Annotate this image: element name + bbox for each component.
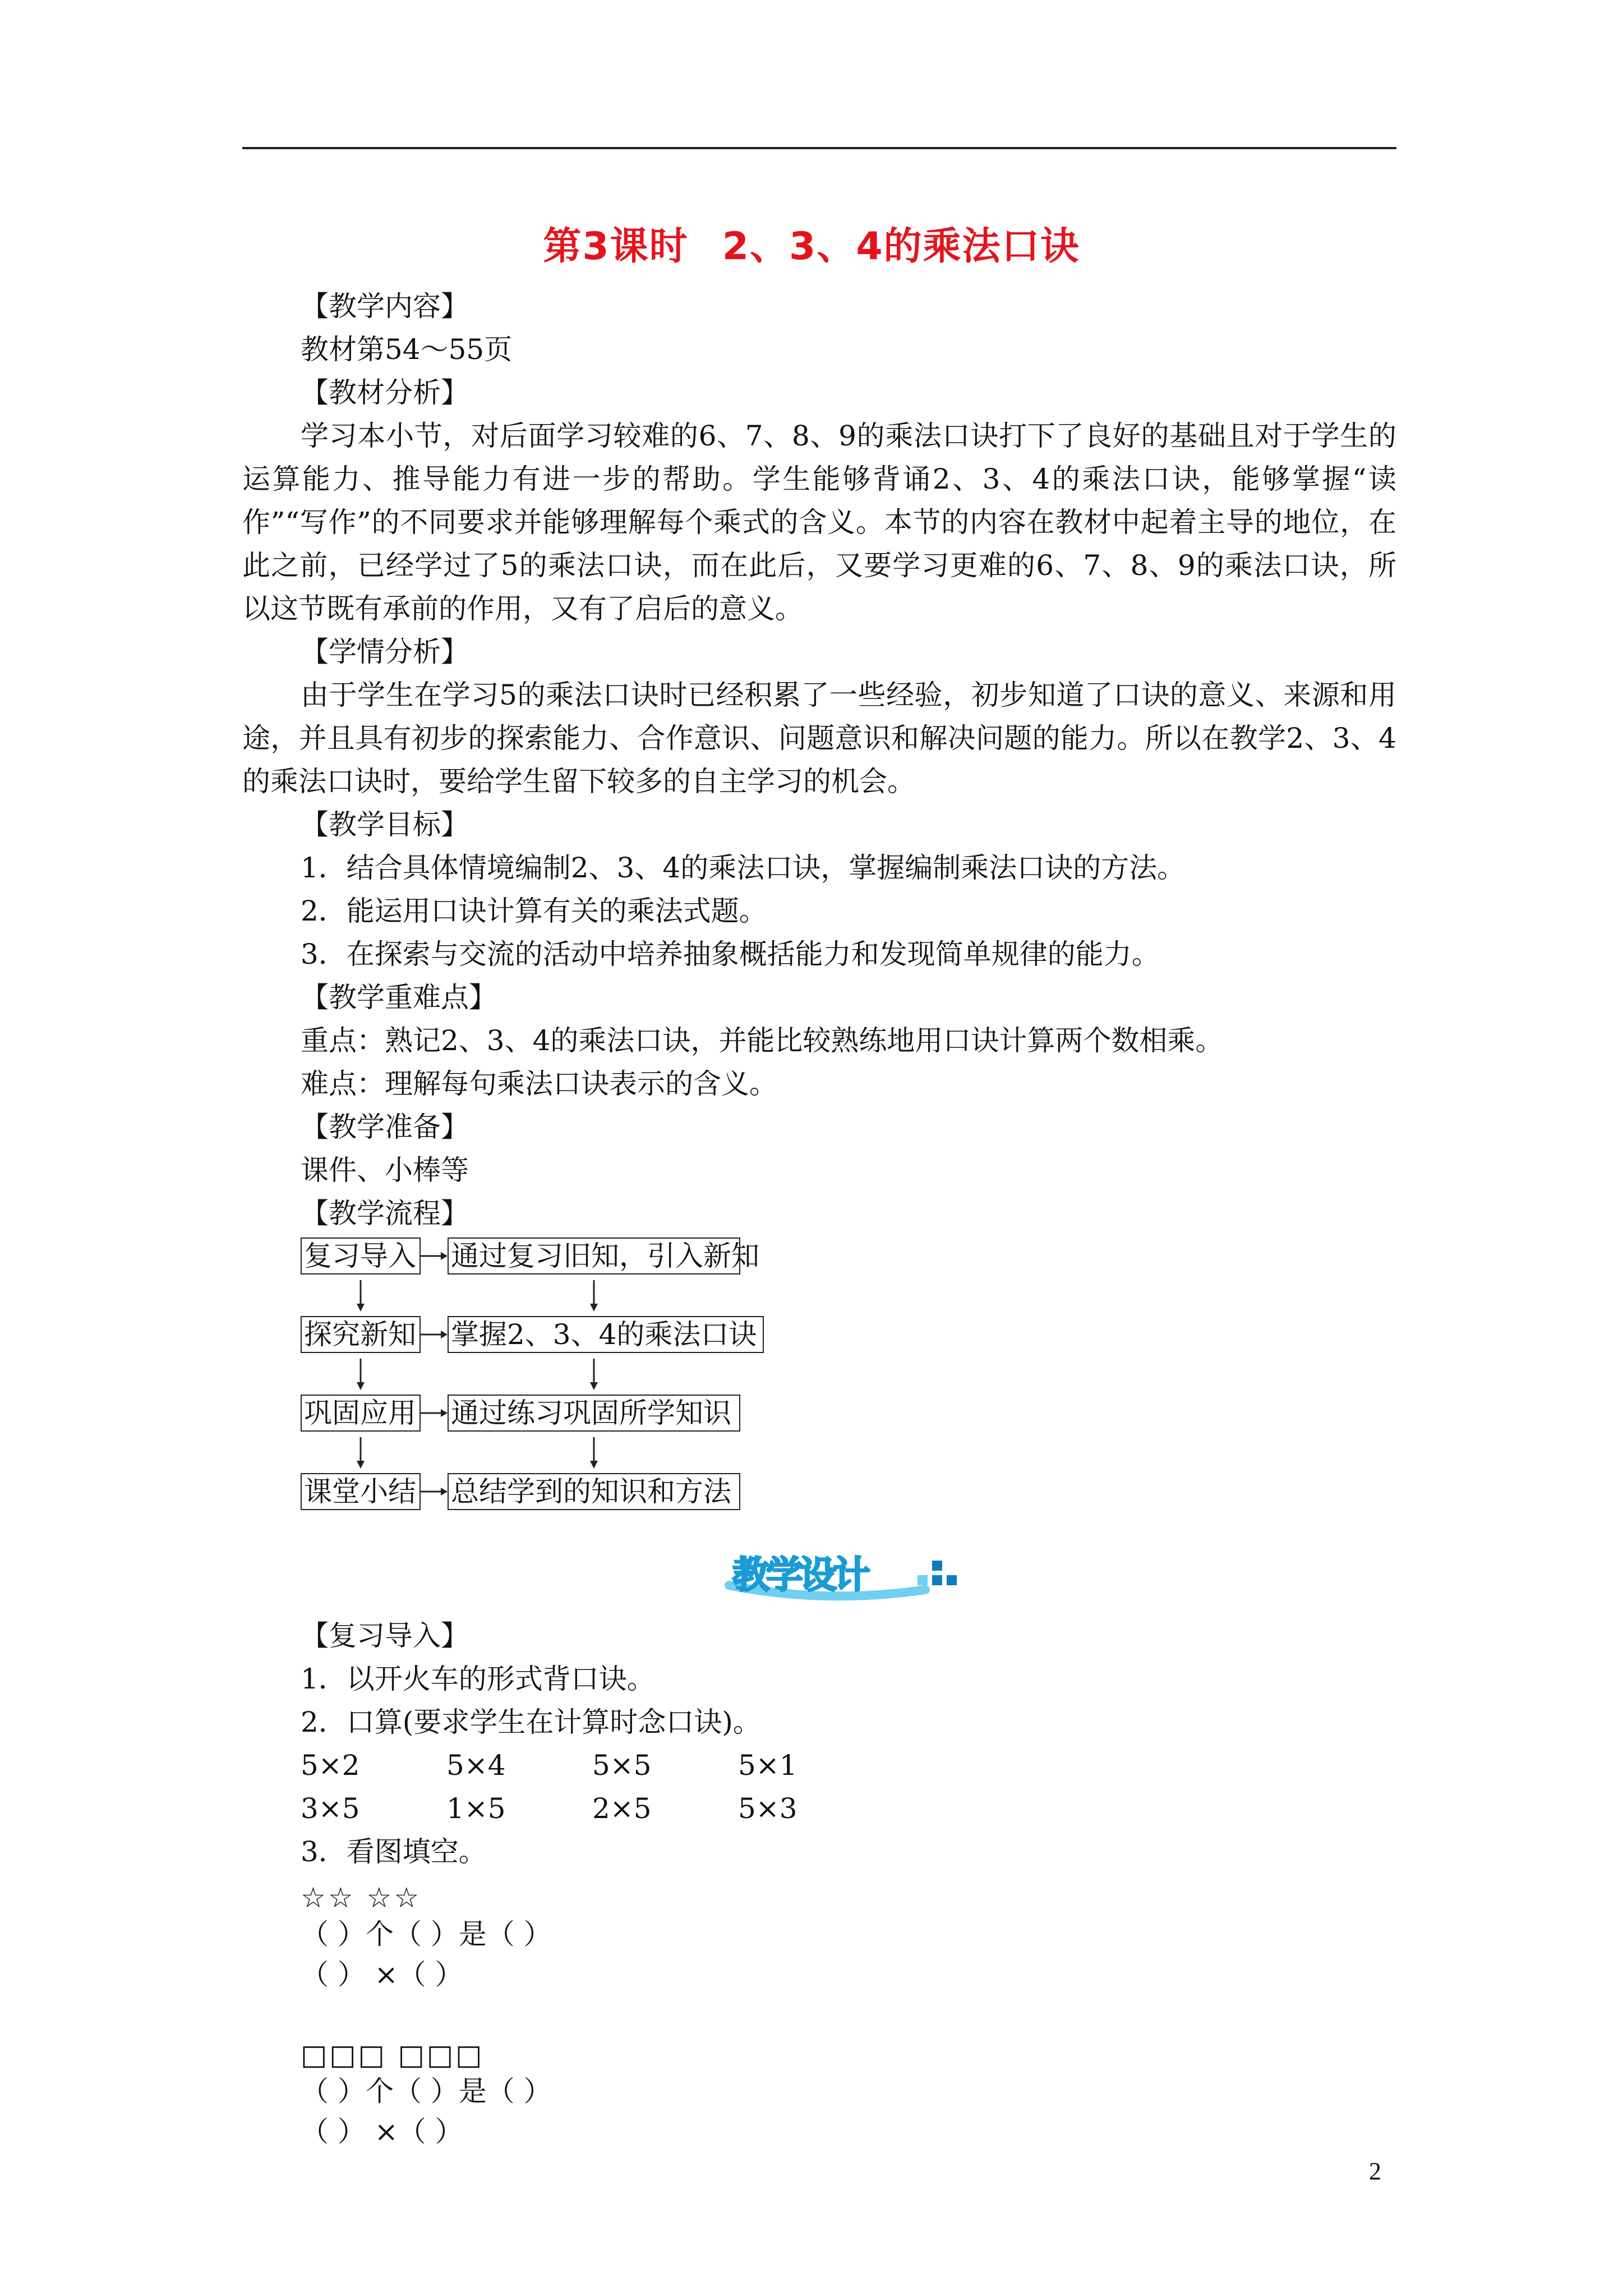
calc-row [301, 1787, 1396, 1830]
down-arrow-icon [354, 1356, 367, 1391]
right-arrow-icon [421, 1473, 448, 1510]
goal-item: 1．结合具体情境编制2、3、4的乘法口诀，掌握编制乘法口诀的方法。 [301, 852, 1186, 884]
review-item: 3．看图填空。 [301, 1835, 487, 1868]
review-item: 2．口算(要求学生在计算时念口诀)。 [301, 1706, 761, 1738]
teaching-design-banner [242, 1542, 1396, 1609]
content-text: 教材第54～55页 [301, 333, 513, 366]
analysis-paragraph: 学习本小节，对后面学习较难的6、7、8、9的乘法口诀打下了良好的基础且对于学生的运算能力、推导能力有进一步的帮助。学生能够背诵2、3、4的乘法口诀，能够掌握“读作”“写作”的不同要求并能够理解每个乘式的含义。本节的内容在教材中起着主导的地位，在此之前，已经学过了5的乘法口诀，而在此后，又要学习更难的6、7、8、9的乘法口诀，所以这节既有承前的作用，又有了启后的意义。 [242, 420, 1396, 625]
fill-blank-line: （ ）个（ ）是（ ） [301, 1918, 552, 1950]
key-point: 重点：熟记2、3、4的乘法口诀，并能比较熟练地用口诀计算两个数相乘。 [301, 1024, 1224, 1057]
header-rule [242, 147, 1396, 149]
section-heading-review: 【复习导入】 [301, 1619, 469, 1652]
flow-step-box: 巩固应用 [301, 1395, 421, 1432]
down-arrow-icon [354, 1278, 367, 1313]
calc-expression: 5×4 [446, 1749, 506, 1782]
fill-blank-line: （ ） ×（ ） [301, 2115, 463, 2148]
calc-expression: 5×3 [738, 1792, 797, 1825]
review-item: 1．以开火车的形式背口诀。 [301, 1663, 655, 1695]
star-group-icon: ☆☆ ☆☆ [301, 1881, 422, 1914]
page-number: 2 [1369, 2157, 1381, 2185]
down-arrow-icon [587, 1435, 601, 1470]
calc-expression: 3×5 [301, 1792, 360, 1825]
teaching-design-logo [723, 1546, 970, 1608]
flow-step-box: 复习导入 [301, 1237, 421, 1274]
lesson-number: 第3课时 [543, 224, 689, 269]
section-heading-prep: 【教学准备】 [301, 1111, 469, 1143]
square-group-icon: □□□ □□□ [301, 2039, 485, 2071]
logo-block [947, 1575, 957, 1585]
flow-desc-box: 掌握2、3、4的乘法口诀 [448, 1316, 764, 1353]
lesson-title [0, 216, 1623, 270]
logo-block [932, 1575, 942, 1585]
calc-expression: 2×5 [592, 1792, 652, 1825]
flow-step-box: 课堂小结 [301, 1473, 421, 1510]
calc-expression: 5×5 [592, 1749, 652, 1782]
calc-expression: 5×1 [738, 1749, 797, 1782]
document-body [242, 285, 1396, 2152]
down-arrow-icon [587, 1278, 601, 1313]
right-arrow-icon [421, 1395, 448, 1432]
section-heading-goals: 【教学目标】 [301, 808, 469, 841]
picture-fill-star [301, 1881, 1396, 1995]
calc-expression: 5×2 [301, 1749, 360, 1782]
down-arrow-icon [354, 1435, 367, 1470]
logo-text: 教学设计 [732, 1553, 867, 1596]
picture-fill-square [301, 2039, 1396, 2152]
flow-desc-box: 通过复习旧知，引入新知 [448, 1237, 740, 1274]
flow-desc-box: 总结学到的知识和方法 [448, 1473, 740, 1510]
right-arrow-icon [421, 1316, 448, 1353]
section-heading-content: 【教学内容】 [301, 290, 469, 323]
goal-item: 2．能运用口诀计算有关的乘法式题。 [301, 895, 767, 927]
goal-item: 3．在探索与交流的活动中培养抽象概括能力和发现简单规律的能力。 [301, 938, 1160, 970]
flow-desc-box: 通过练习巩固所学知识 [448, 1395, 740, 1432]
calc-row [301, 1744, 1396, 1787]
logo-block [917, 1575, 928, 1585]
lesson-topic: 2、3、4的乘法口诀 [722, 224, 1080, 269]
section-heading-analysis: 【教材分析】 [301, 376, 469, 409]
section-heading-flow: 【教学流程】 [301, 1197, 469, 1230]
logo-block [932, 1561, 942, 1571]
fill-blank-line: （ ）个（ ）是（ ） [301, 2075, 552, 2108]
right-arrow-icon [421, 1237, 448, 1274]
flow-step-box: 探究新知 [301, 1316, 421, 1353]
student-paragraph: 由于学生在学习5的乘法口诀时已经积累了一些经验，初步知道了口诀的意义、来源和用途，并且具有初步的探索能力、合作意识、问题意识和解决问题的能力。所以在教学2、3、4的乘法口诀时，要给学生留下较多的自主学习的机会。 [242, 679, 1396, 798]
section-heading-key: 【教学重难点】 [301, 981, 497, 1014]
calc-expression: 1×5 [446, 1792, 506, 1825]
fill-blank-line: （ ） ×（ ） [301, 1958, 463, 1991]
teaching-flowchart [301, 1235, 1396, 1542]
section-heading-student: 【学情分析】 [301, 636, 469, 668]
difficult-point: 难点：理解每句乘法口诀表示的含义。 [301, 1068, 777, 1100]
prep-text: 课件、小棒等 [301, 1154, 469, 1186]
down-arrow-icon [587, 1356, 601, 1391]
